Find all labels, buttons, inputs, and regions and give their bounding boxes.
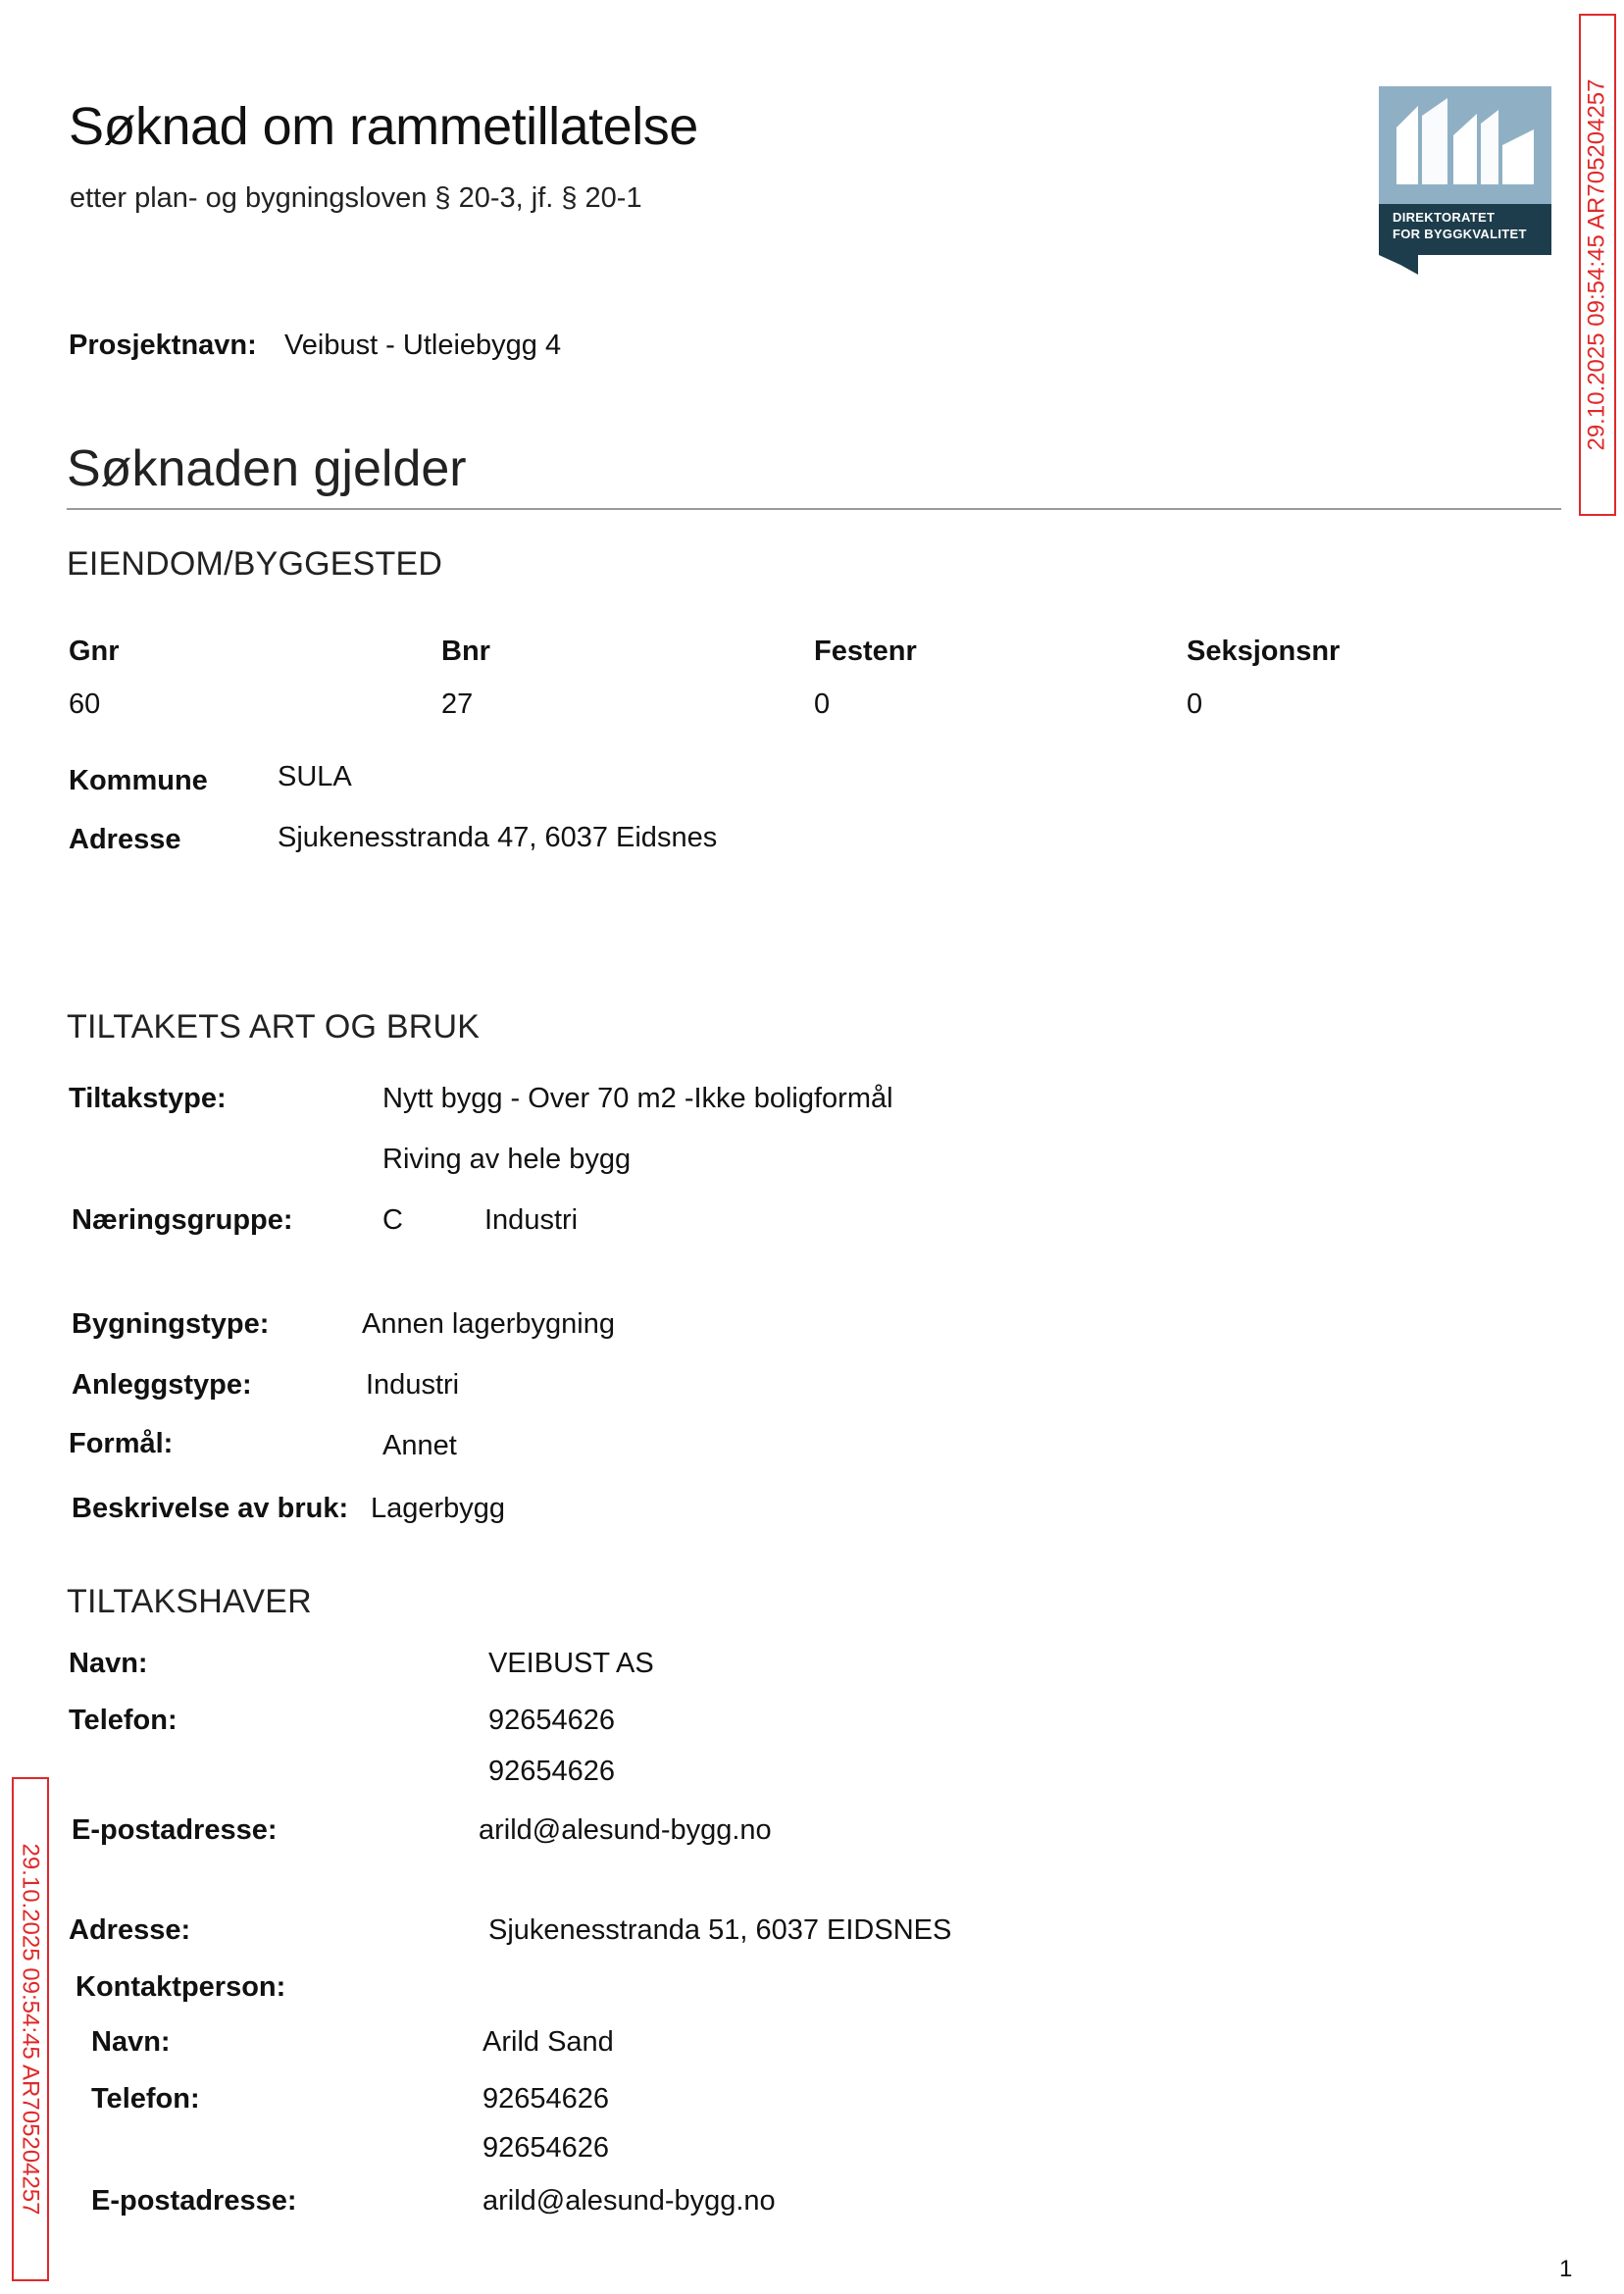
- logo-text-line1: DIREKTORATET: [1393, 210, 1496, 225]
- contact-email-value: arild@alesund-bygg.no: [482, 2185, 776, 2217]
- beskrivelse-value: Lagerbygg: [371, 1493, 506, 1524]
- contact-name-label: Navn:: [91, 2026, 171, 2058]
- beskrivelse-label: Beskrivelse av bruk:: [72, 1493, 349, 1524]
- naeringsgruppe-name: Industri: [484, 1204, 579, 1236]
- owner-email-value: arild@alesund-bygg.no: [479, 1814, 772, 1846]
- owner-email-label: E-postadresse:: [72, 1814, 278, 1846]
- formal-label: Formål:: [69, 1428, 174, 1459]
- measure-heading: TILTAKETS ART OG BRUK: [67, 1008, 481, 1045]
- naeringsgruppe-label: Næringsgruppe:: [72, 1204, 293, 1236]
- page-number: 1: [1559, 2256, 1573, 2282]
- owner-phone-value-2: 92654626: [488, 1756, 616, 1787]
- bygningstype-value: Annen lagerbygning: [362, 1308, 615, 1340]
- seksjonsnr-label: Seksjonsnr: [1187, 636, 1341, 667]
- gnr-label: Gnr: [69, 636, 120, 667]
- page-title: Søknad om rammetillatelse: [69, 97, 698, 156]
- owner-name-value: VEIBUST AS: [488, 1648, 654, 1679]
- contact-phone-value-2: 92654626: [482, 2132, 610, 2164]
- owner-address-label: Adresse:: [69, 1914, 191, 1946]
- kommune-value: SULA: [278, 761, 352, 792]
- archive-stamp-left: 29.10.2025 09:54:45 AR705204257: [12, 1777, 49, 2281]
- property-heading: EIENDOM/BYGGESTED: [67, 545, 443, 583]
- bnr-value: 27: [441, 688, 474, 720]
- anleggstype-label: Anleggstype:: [72, 1369, 252, 1401]
- archive-stamp-top: 29.10.2025 09:54:45 AR705204257: [1579, 14, 1616, 516]
- project-name-label: Prosjektnavn:: [69, 330, 257, 361]
- section-divider: [67, 508, 1561, 510]
- adresse-value: Sjukenesstranda 47, 6037 Eidsnes: [278, 822, 718, 853]
- tiltakstype-label: Tiltakstype:: [69, 1083, 227, 1114]
- owner-phone-value-1: 92654626: [488, 1705, 616, 1736]
- bygningstype-label: Bygningstype:: [72, 1308, 270, 1340]
- logo-text-line2: FOR BYGGKVALITET: [1393, 227, 1527, 241]
- contact-phone-label: Telefon:: [91, 2083, 200, 2115]
- naeringsgruppe-code: C: [382, 1204, 403, 1236]
- contact-person-label: Kontaktperson:: [76, 1971, 286, 2003]
- anleggstype-value: Industri: [366, 1369, 460, 1401]
- page-subtitle: etter plan- og bygningsloven § 20-3, jf. § 20-1: [70, 182, 642, 214]
- project-name-value: Veibust - Utleiebygg 4: [284, 330, 562, 361]
- gnr-value: 60: [69, 688, 101, 720]
- contact-email-label: E-postadresse:: [91, 2185, 297, 2217]
- tiltakstype-value-1: Nytt bygg - Over 70 m2 -Ikke boligformål: [382, 1083, 893, 1114]
- owner-name-label: Navn:: [69, 1648, 148, 1679]
- kommune-label: Kommune: [69, 765, 208, 796]
- tiltakstype-value-2: Riving av hele bygg: [382, 1144, 632, 1175]
- festenr-label: Festenr: [814, 636, 917, 667]
- bnr-label: Bnr: [441, 636, 490, 667]
- adresse-label: Adresse: [69, 824, 181, 855]
- festenr-value: 0: [814, 688, 831, 720]
- seksjonsnr-value: 0: [1187, 688, 1203, 720]
- section-title: Søknaden gjelder: [67, 440, 467, 497]
- formal-value: Annet: [382, 1430, 457, 1461]
- contact-name-value: Arild Sand: [482, 2026, 614, 2058]
- owner-heading: TILTAKSHAVER: [67, 1583, 312, 1620]
- dibk-logo: [1379, 86, 1551, 275]
- contact-phone-value-1: 92654626: [482, 2083, 610, 2115]
- dibk-logo-icon: [1379, 86, 1551, 275]
- owner-address-value: Sjukenesstranda 51, 6037 EIDSNES: [488, 1914, 952, 1946]
- owner-phone-label: Telefon:: [69, 1705, 178, 1736]
